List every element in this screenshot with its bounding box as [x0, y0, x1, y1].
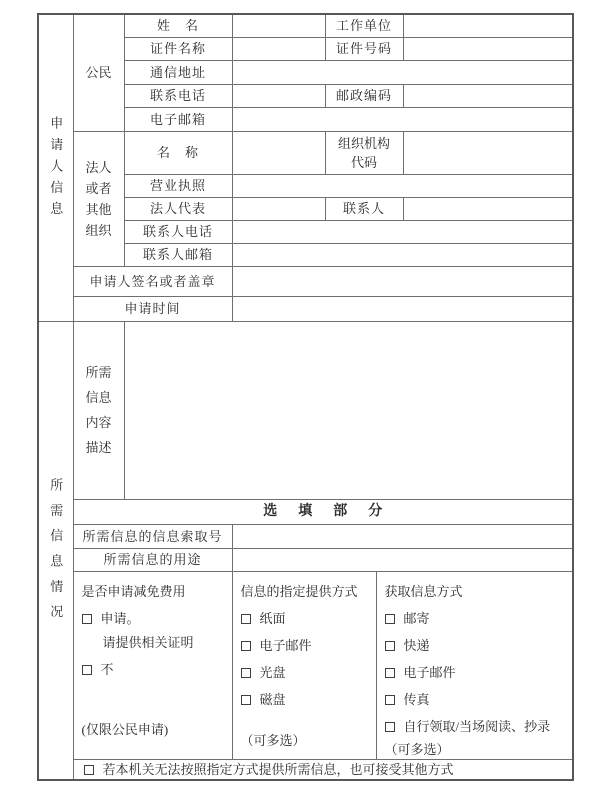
purpose-value[interactable]: [232, 548, 573, 571]
checkbox-icon[interactable]: [385, 641, 395, 651]
obtain-option-fax[interactable]: [385, 691, 569, 709]
field-value-license[interactable]: [232, 174, 573, 197]
field-value-name[interactable]: [232, 14, 325, 37]
other-method-note: 若本机关无法按照指定方式提供所需信息，也可接受其他方式: [102, 761, 454, 777]
org-group-label: [73, 131, 124, 266]
field-label-contact-phone: 联系人电话: [124, 220, 232, 243]
field-value-legal-rep[interactable]: [232, 197, 325, 220]
obtain-option-express-label: 快递: [403, 637, 430, 653]
fee-option-no[interactable]: [82, 661, 228, 679]
checkbox-icon[interactable]: [385, 722, 395, 732]
application-form-table: [37, 13, 574, 781]
org-group-label-text: 法人或者其他组织: [85, 159, 112, 238]
field-value-work-unit[interactable]: [403, 14, 573, 37]
checkbox-icon[interactable]: [385, 614, 395, 624]
purpose-label: 所需信息的用途: [73, 548, 232, 571]
obtain-method-title: 获取信息方式: [384, 583, 463, 599]
obtain-option-self-pickup[interactable]: [385, 718, 569, 736]
request-section-label-text: 所需信息情况: [48, 478, 64, 631]
field-value-org-name[interactable]: [232, 131, 325, 174]
field-label-contact-email: 联系人邮箱: [124, 243, 232, 266]
checkbox-icon[interactable]: [241, 668, 251, 678]
signature-label: 申请人签名或者盖章: [73, 266, 232, 296]
field-label-phone: 联系电话: [124, 84, 232, 107]
field-label-address: 通信地址: [124, 60, 232, 84]
obtain-option-email-label: 电子邮件: [403, 664, 456, 680]
obtain-method-cell: [376, 571, 573, 759]
provide-option-disk-label: 磁盘: [259, 691, 286, 707]
checkbox-icon[interactable]: [82, 665, 92, 675]
field-label-org-code: [325, 131, 403, 174]
applicant-section-label-text: 申请人信息: [48, 116, 64, 224]
optional-part-header: 选填部分: [73, 499, 573, 524]
fee-waiver-title: 是否申请减免费用: [81, 583, 186, 599]
provide-option-cd[interactable]: [241, 664, 372, 682]
obtain-option-self-pickup-label: 自行领取/当场阅读、抄录: [403, 718, 551, 734]
application-form: [37, 13, 574, 781]
field-label-license: 营业执照: [124, 174, 232, 197]
field-label-work-unit: 工作单位: [325, 14, 403, 37]
citizen-group-label: 公民: [73, 14, 124, 131]
field-label-org-name: 名 称: [124, 131, 232, 174]
obtain-option-mail[interactable]: [385, 610, 569, 628]
obtain-option-mail-label: 邮寄: [403, 610, 430, 626]
obtain-method-footnote: （可多选）: [384, 741, 450, 757]
provide-option-paper[interactable]: [241, 610, 372, 628]
checkbox-icon[interactable]: [241, 614, 251, 624]
field-label-legal-rep: 法人代表: [124, 197, 232, 220]
field-label-name: 姓 名: [124, 14, 232, 37]
signature-value[interactable]: [232, 266, 573, 296]
checkbox-icon[interactable]: [241, 695, 251, 705]
field-value-contact-email[interactable]: [232, 243, 573, 266]
field-label-contact: 联系人: [325, 197, 403, 220]
desc-value[interactable]: [124, 321, 573, 499]
apply-time-value[interactable]: [232, 296, 573, 321]
desc-label: [73, 321, 124, 499]
field-value-postcode[interactable]: [403, 84, 573, 107]
checkbox-icon[interactable]: [385, 695, 395, 705]
provide-method-cell: [232, 571, 376, 759]
field-label-id-number: 证件号码: [325, 37, 403, 60]
checkbox-icon[interactable]: [241, 641, 251, 651]
fee-apply-note: 请提供相关证明: [102, 634, 194, 650]
apply-time-label: 申请时间: [73, 296, 232, 321]
request-section-label: [38, 321, 73, 780]
field-value-org-code[interactable]: [403, 131, 573, 174]
fee-waiver-cell: [73, 571, 232, 759]
index-number-value[interactable]: [232, 524, 573, 548]
fee-option-no-label: 不: [100, 661, 114, 677]
fee-option-apply-label: 申请。: [100, 610, 140, 626]
field-value-email[interactable]: [232, 107, 573, 131]
index-number-label: 所需信息的信息索取号: [73, 524, 232, 548]
field-value-phone[interactable]: [232, 84, 325, 107]
field-value-contact-phone[interactable]: [232, 220, 573, 243]
field-value-id-type[interactable]: [232, 37, 325, 60]
desc-label-text: 所需信息内容描述: [85, 365, 112, 455]
applicant-section-label: [38, 14, 73, 321]
field-label-email: 电子邮箱: [124, 107, 232, 131]
field-label-org-code-text: 组织机构代码: [337, 135, 390, 170]
provide-option-cd-label: 光盘: [259, 664, 286, 680]
checkbox-icon[interactable]: [385, 668, 395, 678]
field-label-postcode: 邮政编码: [325, 84, 403, 107]
checkbox-icon[interactable]: [82, 614, 92, 624]
other-method-row: [73, 759, 573, 780]
field-value-id-number[interactable]: [403, 37, 573, 60]
checkbox-icon[interactable]: [84, 765, 94, 775]
provide-option-email-label: 电子邮件: [259, 637, 312, 653]
field-value-address[interactable]: [232, 60, 573, 84]
provide-method-footnote: （可多选）: [240, 732, 306, 748]
provide-option-email[interactable]: [241, 637, 372, 655]
obtain-option-fax-label: 传真: [403, 691, 430, 707]
provide-option-paper-label: 纸面: [259, 610, 286, 626]
provide-method-title: 信息的指定提供方式: [240, 583, 358, 599]
fee-option-apply[interactable]: [82, 610, 228, 628]
obtain-option-email[interactable]: [385, 664, 569, 682]
field-value-contact[interactable]: [403, 197, 573, 220]
fee-footnote: (仅限公民申请): [81, 721, 169, 737]
obtain-option-express[interactable]: [385, 637, 569, 655]
field-label-id-type: 证件名称: [124, 37, 232, 60]
provide-option-disk[interactable]: [241, 691, 372, 709]
